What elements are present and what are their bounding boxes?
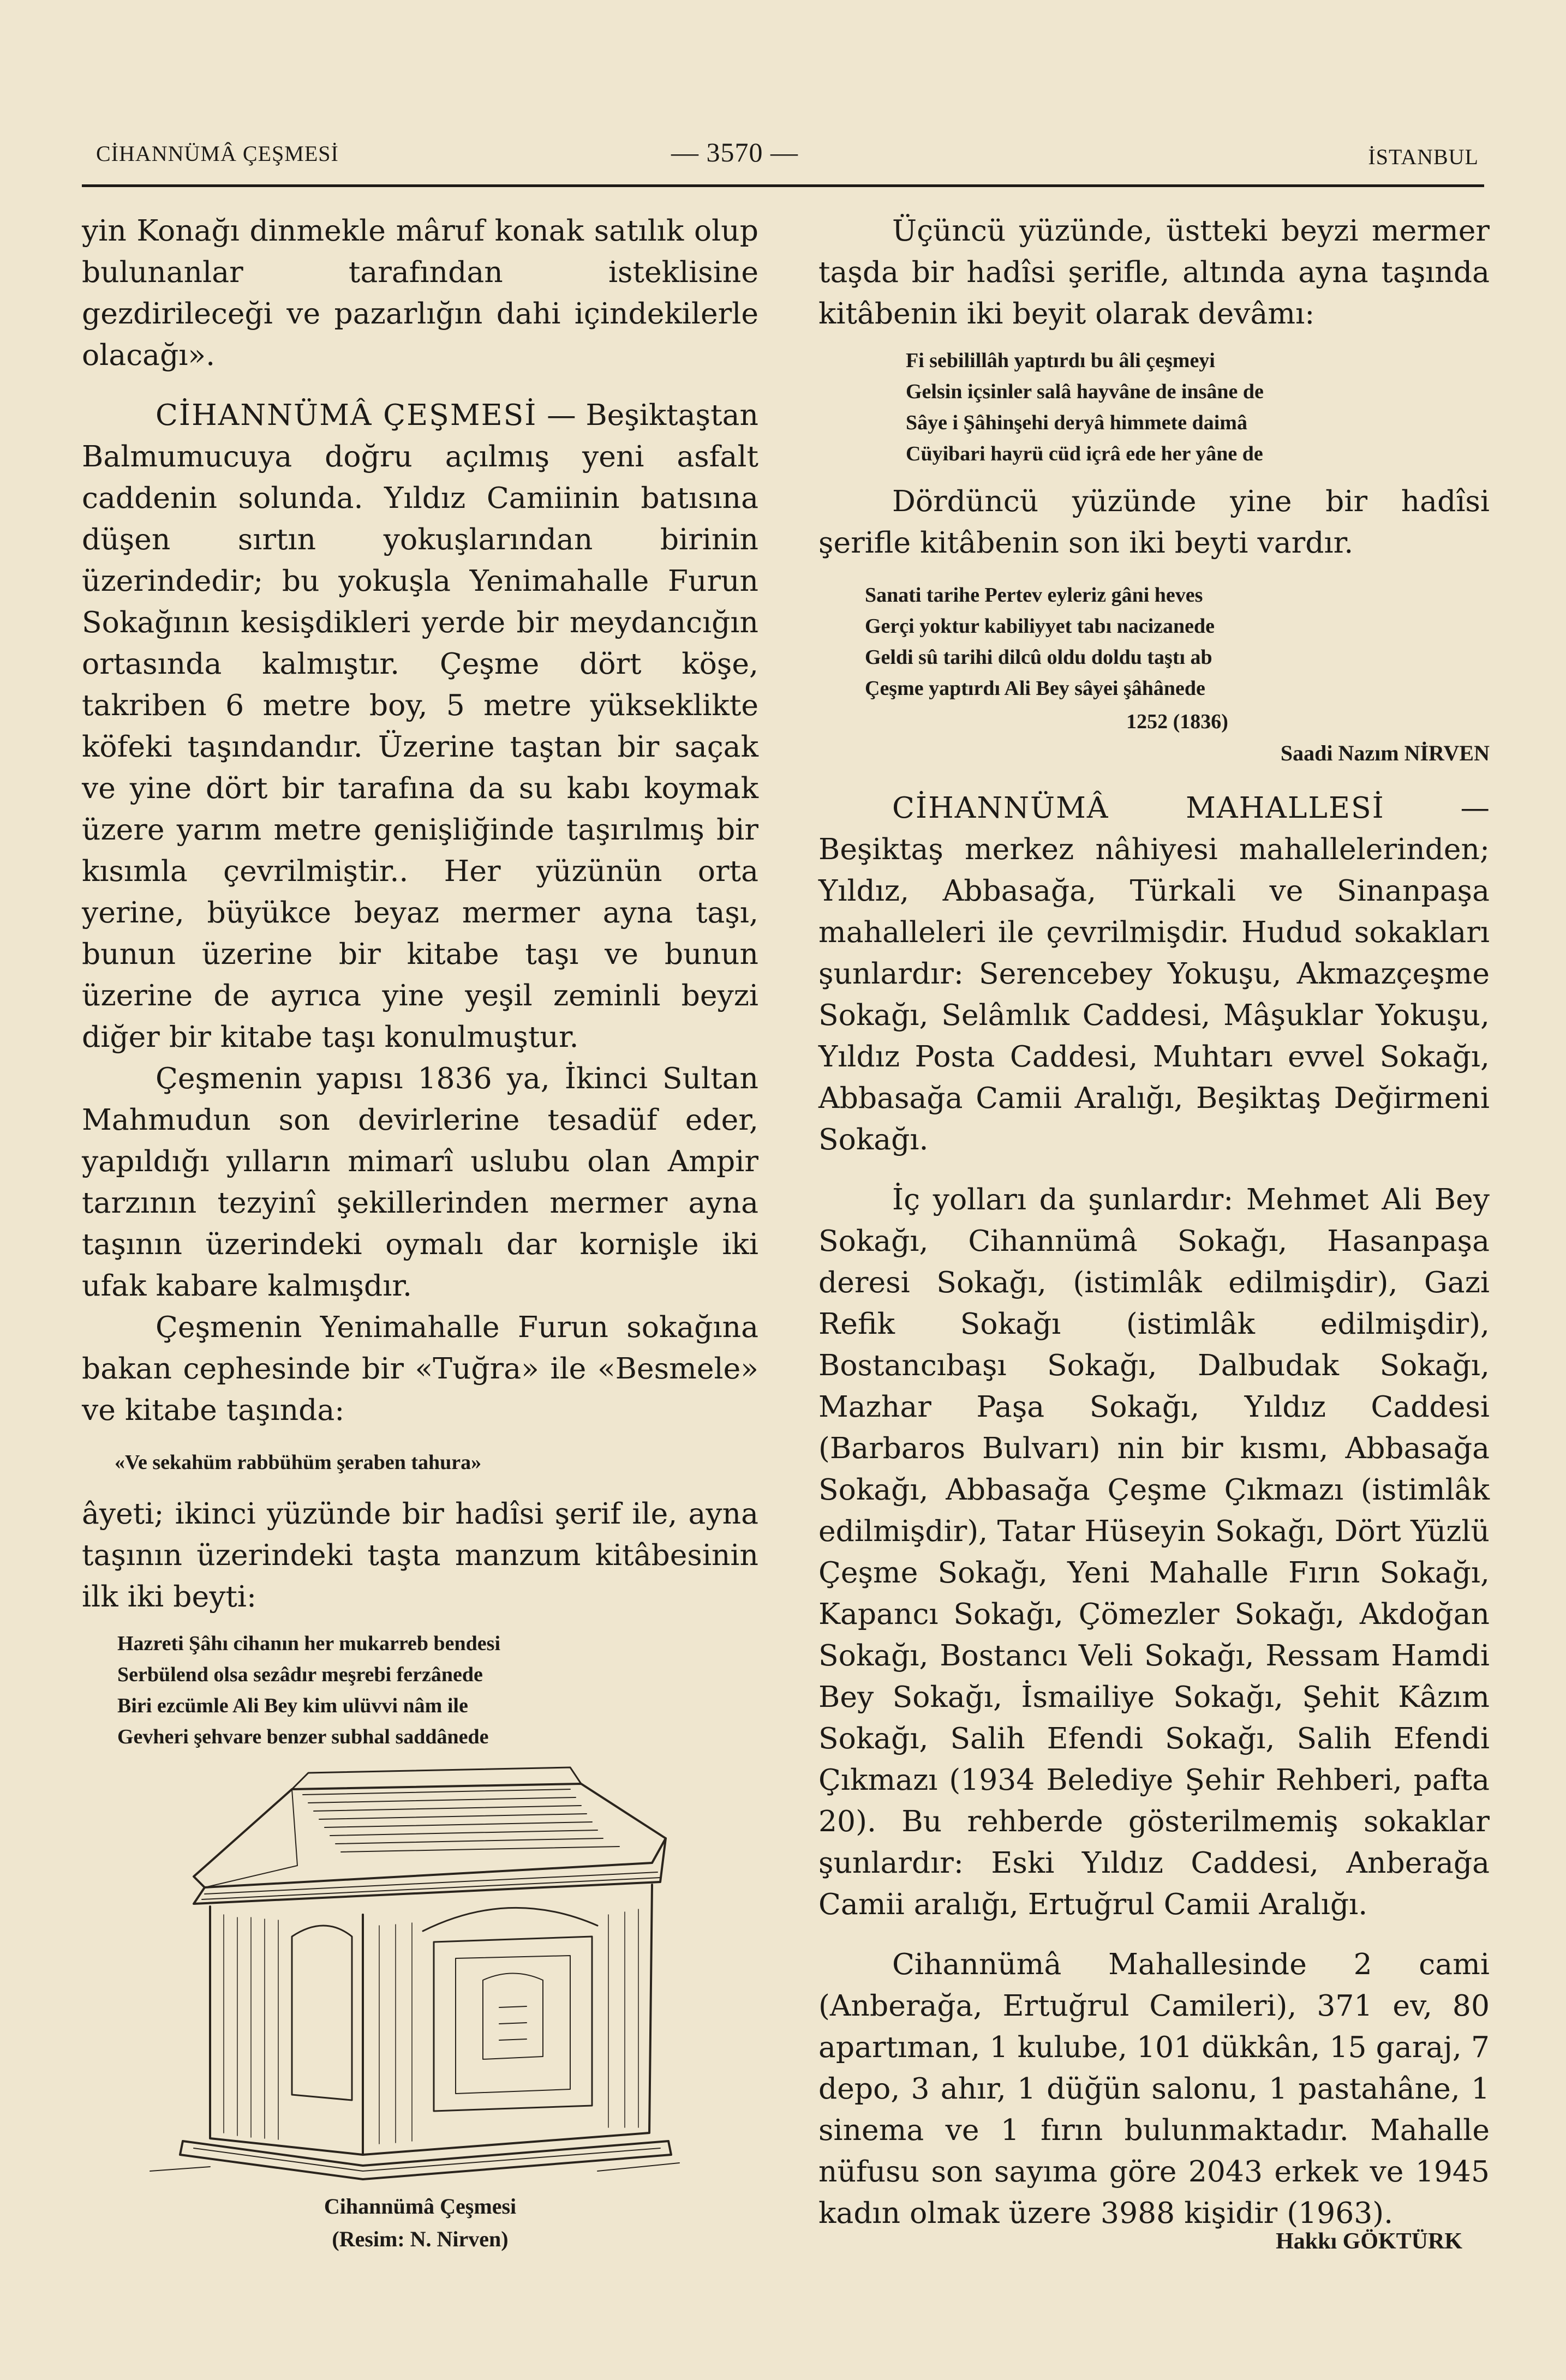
verse-block-left — [117, 1628, 758, 1753]
left-paragraph-3: Çeşmenin yapısı 1836 ya, İkinci Sultan Mahmudun son devirlerine tesadüf eder, yapıldığı yılların mimarî uslubu olan Ampir tarzının tezyinî şekillerinden mermer ayna taşının üzerindeki oymalı dar kornişle iki ufak kabare kalmışdır. — [82, 1061, 758, 1303]
fountain-sketch-icon — [128, 1751, 696, 2187]
figure-caption — [82, 2190, 758, 2256]
entry-title-cesme: CİHANNÜMÂ ÇEŞMESİ — [156, 398, 537, 432]
caption-credit: (Resim: N. Nirven) — [332, 2227, 509, 2251]
verse-line: Hazreti Şâhı cihanın her mukarreb bendesi — [117, 1632, 501, 1655]
right-paragraph-2: Dördüncü yüzünde yine bir hadîsi şerifle kitâbenin son iki beyti vardır. — [818, 484, 1490, 560]
right-paragraph-1: Üçüncü yüzünde, üstteki beyzi mermer taşda bir hadîsi şerifle, altında ayna taşında kitâbenin iki beyit olarak devâmı: — [818, 213, 1490, 331]
verse-signature: Saadi Nazım NİRVEN — [1280, 741, 1490, 765]
right-paragraph-4: İç yolları da şunlardır: Mehmet Ali Bey Sokağı, Cihannümâ Sokağı, Hasanpaşa deresi Sokağı, (istimlâk edilmişdir), Gazi Refik Sokağı (istimlâk edilmişdir), Bostancıbaşı Sokağı, Dalbudak Sokağı, Mazhar Paşa Sokağı, Yıldız Caddesi (Barbaros Bulvarı) nin bir kısmı, Abbasağa Sokağı, Abbasağa Çeşme Çıkmazı (istimlâk edilmişdir), Tatar Hüseyin Sokağı, Dört Yüzlü Çeşme Sokağı, Yeni Mahalle Fırın Sokağı, Kapancı Sokağı, Çömezler Sokağı, Akdoğan Sokağı, Bostancı Veli Sokağı, Ressam Hamdi Bey Sokağı, İsmailiye Sokağı, Şehit Kâzım Sokağı, Salih Efendi Sokağı, Salih Efendi Çıkmazı (1934 Belediye Şehir Rehberi, pafta 20). Bu rehberde gösterilmemiş sokaklar şunlardır: Eski Yıldız Caddesi, Anberağa Camii aralığı, Ertuğrul Camii Aralığı. — [818, 1182, 1490, 1921]
article-author: Hakkı GÖKTÜRK — [1276, 2229, 1462, 2254]
page-number: — 3570 — — [671, 137, 798, 167]
verse-line: Gevheri şehvare benzer subhal saddânede — [117, 1725, 489, 1748]
running-head-left: CİHANNÜMÂ ÇEŞMESİ — [96, 141, 339, 166]
ayet-quote: «Ve sekahüm rabbühüm şeraben tahura» — [115, 1451, 482, 1474]
left-paragraph-2-text: — Beşiktaştan Balmumucuya doğru açılmış yeni asfalt caddenin solunda. Yıldız Camiinin batısına düşen sırtın yokuşlarından birinin üzerindedir; bu yokuşla Yenimahalle Furun Sokağının kesişdikleri yerde bir meydancığın ortasında kalmıştır. Çeşme dört köşe, takriben 6 metre boy, 5 metre yükseklikte köfeki taşındandır. Üzerine taştan bir saçak ve yine dört bir tarafına da su kabı koymak üzere yarım metre genişliğinde taşırılmış bir kısımla çevrilmiştir.. Her yüzünün orta yerine, büyükce beyaz mermer ayna taşı, bunun üzerine bir kitabe taşı ve bunun üzerine de ayrıca yine yeşil zeminli beyzi diğer bir kitabe taşı konulmuştur. — [82, 398, 758, 1054]
verse-block-right-2 — [865, 580, 1490, 769]
verse-line: Cüyibari hayrü cüd içrâ ede her yâne de — [906, 442, 1263, 465]
left-paragraph-4: Çeşmenin Yenimahalle Furun sokağına bakan cephesinde bir «Tuğra» ile «Besmele» ve kitabe taşında: — [82, 1310, 758, 1427]
verse-line: Gerçi yoktur kabiliyyet tabı nacizanede — [865, 615, 1215, 638]
entry-title-mahalle: CİHANNÜMÂ MAHALLESİ — [892, 790, 1385, 825]
verse-line: Çeşme yaptırdı Ali Bey sâyei şâhânede — [865, 677, 1205, 700]
right-paragraph-5: Cihannümâ Mahallesinde 2 cami (Anberağa, Ertuğrul Camileri), 371 ev, 80 apartıman, 1 kulube, 101 dükkân, 15 garaj, 7 depo, 3 ahır, 1 düğün salonu, 1 pastahâne, 1 sinema ve 1 fırın bulunmaktadır. Mahalle nüfusu son sayıma göre 2043 erkek ve 1945 kadın olmak üzere 3988 kişidir (1963). — [818, 1947, 1490, 2230]
right-column — [818, 210, 1490, 2234]
right-paragraph-3-text: — Beşiktaş merkez nâhiyesi mahallelerinden; Yıldız, Abbasağa, Türkali ve Sinanpaşa mahalleleri ile çevrilmişdir. Hudud sokakları şunlardır: Serencebey Yokuşu, Akmazçeşme Sokağı, Selâmlık Caddesi, Mâşuklar Yokuşu, Yıldız Posta Caddesi, Muhtarı evvel Sokağı, Abbasağa Camii Aralığı, Beşiktaş Değirmeni Sokağı. — [818, 790, 1490, 1156]
verse-year: 1252 (1836) — [1126, 710, 1228, 733]
left-paragraph-1: yin Konağı dinmekle mâruf konak satılık olup bulunanlar tarafından isteklisine gezdirileceği ve pazarlığın dahi içindekilerle olacağı». — [82, 213, 758, 372]
right-paragraph-3 — [818, 787, 1490, 1160]
left-paragraph-5: âyeti; ikinci yüzünde bir hadîsi şerif ile, ayna taşının üzerindeki taşta manzum kitâbesinin ilk iki beyti: — [82, 1496, 758, 1614]
left-paragraph-2 — [82, 394, 758, 1058]
running-head — [82, 131, 1479, 175]
header-rule — [82, 184, 1484, 187]
fountain-drawing — [128, 1751, 696, 2187]
verse-line: Serbülend olsa sezâdır meşrebi ferzânede — [117, 1663, 483, 1686]
verse-block-right-1 — [906, 345, 1490, 470]
verse-line: Sâye i Şâhinşehi deryâ himmete daimâ — [906, 411, 1247, 434]
verse-line: Gelsin içsinler salâ hayvâne de insâne de — [906, 380, 1264, 403]
verse-line: Geldi sû tarihi dilcû oldu doldu taştı ab — [865, 646, 1212, 669]
verse-line: Sanati tarihe Pertev eyleriz gâni heves — [865, 584, 1203, 607]
running-head-right: İSTANBUL — [1368, 145, 1479, 169]
verse-line: Fi sebilillâh yaptırdı bu âli çeşmeyi — [906, 349, 1215, 372]
caption-title: Cihannümâ Çeşmesi — [324, 2194, 517, 2219]
left-column — [82, 210, 758, 1764]
verse-line: Biri ezcümle Ali Bey kim ulüvvi nâm ile — [117, 1694, 468, 1717]
